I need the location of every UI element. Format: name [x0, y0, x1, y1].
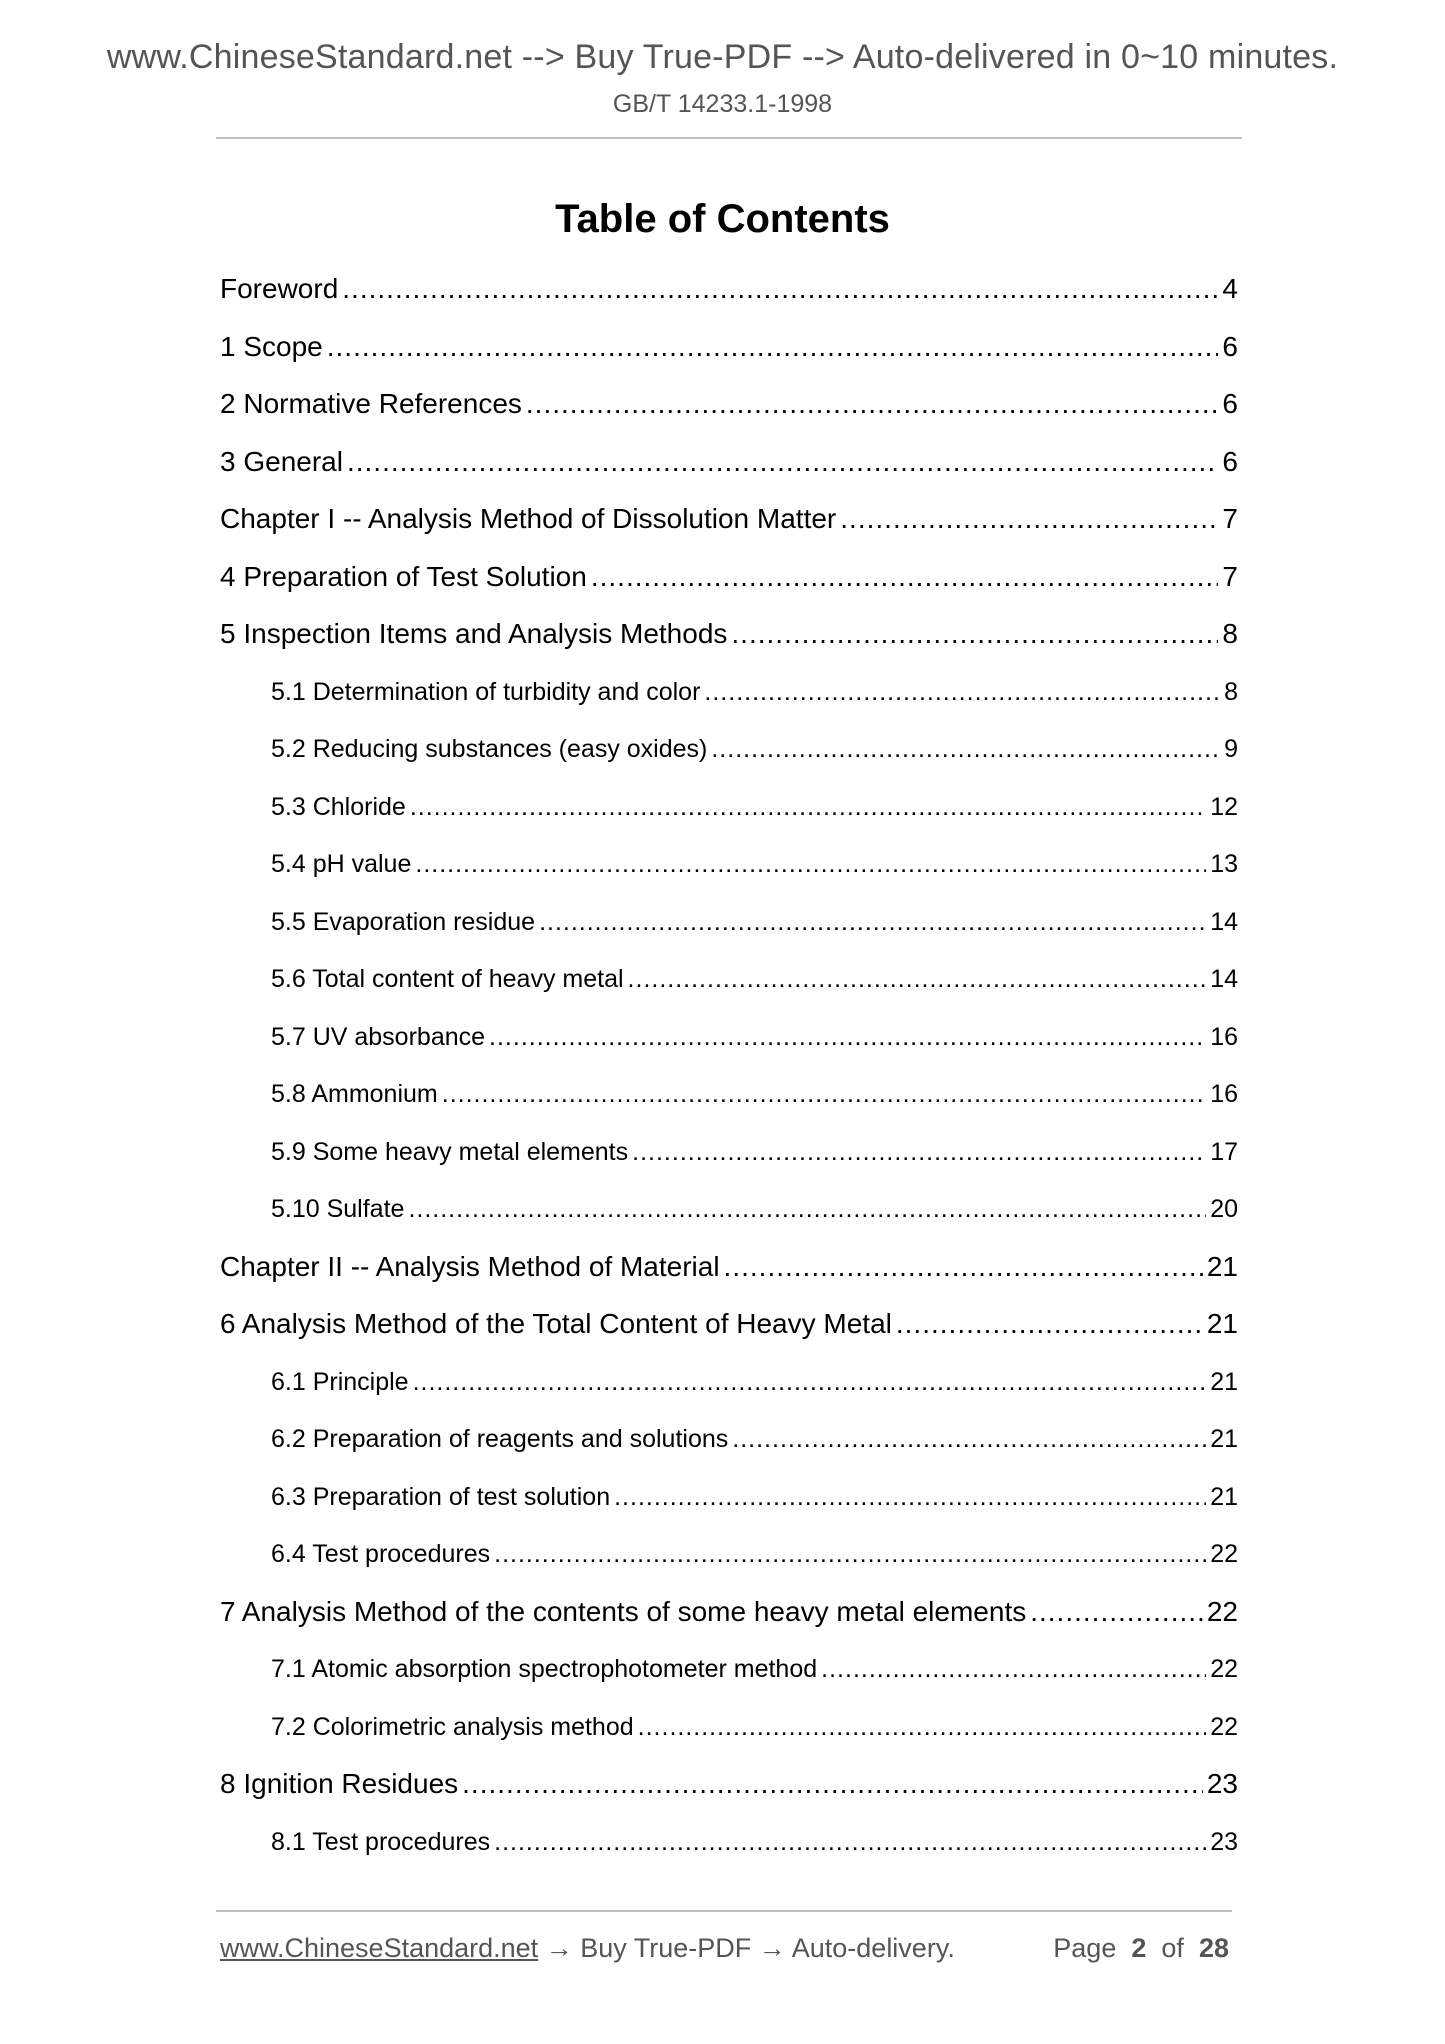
toc-dot-leader	[442, 1070, 1206, 1118]
toc-entry-page-number: 6	[1222, 330, 1238, 362]
toc-entry[interactable]	[220, 1588, 1238, 1646]
toc-entry-label: 5.6 Total content of heavy metal	[271, 965, 624, 993]
toc-dot-leader	[591, 553, 1219, 601]
toc-entry[interactable]	[220, 380, 1238, 438]
toc-entry-page-number: 16	[1210, 1022, 1238, 1051]
toc-entry[interactable]	[220, 725, 1238, 783]
toc-entry[interactable]	[220, 1530, 1238, 1588]
toc-entry[interactable]	[220, 1300, 1238, 1358]
toc-entry-label: 6.1 Principle	[271, 1367, 409, 1396]
toc-entry-page-number: 16	[1210, 1080, 1238, 1108]
toc-dot-leader	[408, 1185, 1206, 1233]
toc-dot-leader	[704, 668, 1220, 716]
toc-dot-leader	[614, 1473, 1206, 1521]
toc-entry[interactable]	[220, 1760, 1238, 1818]
page-indicator	[1053, 1933, 1229, 1964]
toc-entry-page-number: 7	[1222, 560, 1238, 592]
toc-dot-leader	[410, 783, 1206, 831]
toc-entry-label: 5.5 Evaporation residue	[271, 907, 536, 936]
toc-entry[interactable]	[220, 668, 1238, 726]
toc-dot-leader	[821, 1645, 1206, 1693]
header-banner: www.ChineseStandard.net --> Buy True-PDF --> Auto-delivered in 0~10 minutes.	[106, 38, 1339, 76]
toc-entry-page-number: 22	[1206, 1595, 1238, 1627]
toc-entry-label: 5.8 Ammonium	[271, 1080, 438, 1108]
toc-entry-page-number: 9	[1224, 735, 1238, 763]
toc-dot-leader	[489, 1013, 1206, 1061]
toc-entry[interactable]	[220, 1128, 1238, 1186]
toc-entry-label: 6.3 Preparation of test solution	[271, 1482, 611, 1511]
toc-entry-page-number: 21	[1210, 1482, 1238, 1511]
toc-entry[interactable]	[220, 265, 1238, 323]
standard-number: GB/T 14233.1-1998	[612, 90, 833, 118]
toc-entry-label: 8 Ignition Residues	[220, 1768, 459, 1799]
footer-tagline-text: → Buy True-PDF → Auto-delivery.	[538, 1933, 955, 1963]
toc-entry-label: 1 Scope	[220, 330, 323, 362]
page-of-label: of	[1161, 1933, 1184, 1963]
toc-entry[interactable]	[220, 783, 1238, 841]
toc-entry-label: 5.2 Reducing substances (easy oxides)	[271, 735, 708, 763]
toc-entry-label: 5 Inspection Items and Analysis Methods	[220, 618, 728, 649]
toc-dot-leader	[413, 1358, 1207, 1406]
toc-entry-label: 5.3 Chloride	[271, 792, 406, 821]
toc-entry-label: 5.4 pH value	[271, 850, 412, 878]
toc-entry-page-number: 14	[1210, 907, 1238, 936]
toc-entry-label: Foreword	[220, 273, 339, 304]
toc-dot-leader	[327, 323, 1219, 371]
toc-dot-leader	[628, 955, 1207, 1003]
toc-dot-leader	[494, 1818, 1206, 1866]
toc-entry[interactable]	[220, 1070, 1238, 1128]
toc-entry[interactable]	[220, 1645, 1238, 1703]
toc-entry-page-number: 7	[1222, 503, 1238, 534]
toc-entry-label: 7.1 Atomic absorption spectrophotometer method	[271, 1655, 818, 1683]
toc-entry-page-number: 4	[1222, 273, 1238, 304]
toc-dot-leader	[462, 1760, 1203, 1808]
toc-dot-leader	[494, 1530, 1206, 1578]
toc-entry-label: Chapter I -- Analysis Method of Dissolution Matter	[220, 503, 837, 534]
toc-entry-label: 5.10 Sulfate	[271, 1195, 405, 1223]
footer-site-link[interactable]: www.ChineseStandard.net	[220, 1933, 539, 1963]
page-title: Table of Contents	[555, 197, 890, 241]
toc-entry[interactable]	[220, 438, 1238, 496]
toc-entry-page-number: 20	[1210, 1195, 1238, 1223]
toc-entry-page-number: 21	[1206, 1250, 1238, 1282]
toc-dot-leader	[1030, 1588, 1203, 1636]
toc-entry[interactable]	[220, 1358, 1238, 1416]
toc-dot-leader	[724, 1243, 1203, 1291]
toc-entry-page-number: 6	[1222, 388, 1238, 419]
toc-dot-leader	[731, 610, 1218, 658]
toc-entry-label: 5.7 UV absorbance	[271, 1022, 486, 1051]
page-label: Page	[1053, 1933, 1117, 1963]
header-divider	[216, 137, 1242, 139]
toc-dot-leader	[840, 495, 1218, 543]
toc-dot-leader	[526, 380, 1219, 428]
table-of-contents	[220, 265, 1238, 1875]
toc-dot-leader	[632, 1128, 1206, 1176]
toc-entry[interactable]	[220, 1415, 1238, 1473]
toc-entry-page-number: 21	[1206, 1308, 1238, 1339]
toc-entry[interactable]	[220, 1243, 1238, 1301]
toc-entry-page-number: 17	[1210, 1137, 1238, 1166]
toc-entry[interactable]	[220, 1703, 1238, 1761]
toc-entry-page-number: 23	[1210, 1827, 1238, 1856]
toc-entry[interactable]	[220, 1185, 1238, 1243]
toc-entry-label: 8.1 Test procedures	[271, 1827, 491, 1856]
toc-dot-leader	[732, 1415, 1206, 1463]
toc-entry-page-number: 12	[1210, 792, 1238, 821]
toc-entry[interactable]	[220, 323, 1238, 381]
toc-entry[interactable]	[220, 610, 1238, 668]
toc-entry-page-number: 13	[1210, 850, 1238, 878]
toc-entry-page-number: 22	[1210, 1712, 1238, 1741]
toc-entry-page-number: 8	[1222, 618, 1238, 649]
toc-entry[interactable]	[220, 840, 1238, 898]
toc-entry-label: 5.1 Determination of turbidity and color	[271, 677, 701, 706]
toc-entry-label: 7.2 Colorimetric analysis method	[271, 1712, 634, 1741]
toc-entry-page-number: 6	[1222, 445, 1238, 477]
page-total: 28	[1198, 1933, 1229, 1963]
toc-entry[interactable]	[220, 495, 1238, 553]
toc-entry-page-number: 8	[1224, 677, 1238, 706]
toc-entry-label: 6 Analysis Method of the Total Content of Heavy Metal	[220, 1308, 892, 1339]
toc-entry[interactable]	[220, 1818, 1238, 1876]
footer-divider	[216, 1910, 1232, 1912]
toc-entry-label: 6.2 Preparation of reagents and solutions	[271, 1425, 729, 1453]
toc-dot-leader	[711, 725, 1220, 773]
toc-entry[interactable]	[220, 1473, 1238, 1531]
toc-entry-label: 3 General	[220, 445, 343, 477]
toc-entry-page-number: 21	[1210, 1367, 1238, 1396]
toc-entry[interactable]	[220, 1013, 1238, 1071]
toc-entry[interactable]	[220, 898, 1238, 956]
toc-dot-leader	[347, 438, 1218, 486]
toc-entry-label: 5.9 Some heavy metal elements	[271, 1137, 629, 1166]
toc-entry[interactable]	[220, 955, 1238, 1013]
toc-dot-leader	[415, 840, 1206, 888]
toc-entry-label: 2 Normative References	[220, 388, 522, 419]
toc-entry-page-number: 23	[1206, 1768, 1238, 1799]
toc-dot-leader	[539, 898, 1206, 946]
toc-entry-label: 4 Preparation of Test Solution	[220, 560, 587, 592]
toc-entry[interactable]	[220, 553, 1238, 611]
page-current: 2	[1131, 1933, 1147, 1963]
toc-entry-page-number: 22	[1210, 1540, 1238, 1568]
toc-entry-label: Chapter II -- Analysis Method of Material	[220, 1250, 720, 1282]
toc-dot-leader	[896, 1300, 1203, 1348]
toc-entry-page-number: 22	[1210, 1655, 1238, 1683]
toc-entry-page-number: 21	[1210, 1425, 1238, 1453]
toc-entry-page-number: 14	[1210, 965, 1238, 993]
footer-tagline	[220, 1933, 955, 1964]
toc-dot-leader	[342, 265, 1218, 313]
toc-dot-leader	[638, 1703, 1207, 1751]
toc-entry-label: 7 Analysis Method of the contents of some heavy metal elements	[220, 1595, 1027, 1627]
toc-entry-label: 6.4 Test procedures	[271, 1540, 491, 1568]
